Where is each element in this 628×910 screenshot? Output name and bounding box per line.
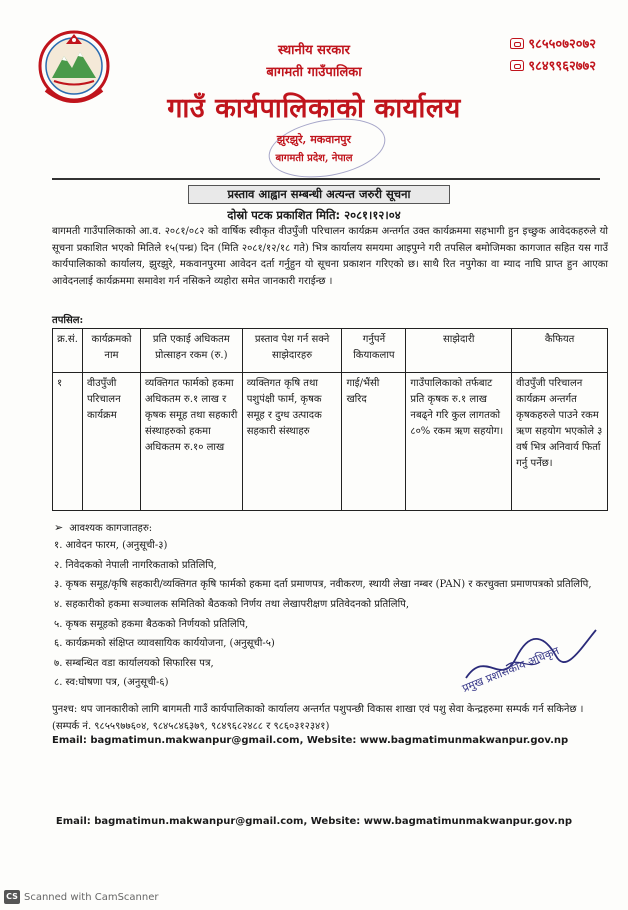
signature-block [456,618,606,698]
table-cell: व्यक्तिगत कृषि तथा पशुपंक्षी फार्म, कृषक समूह र दुग्ध उत्पादक सहकारी संस्थाहरु [242,373,342,511]
telephone-icon [510,38,524,49]
table-cell: वीउपुँजी परिचालन कार्यक्रम [82,373,140,511]
telephone-icon [510,60,524,71]
notice-body: बागमती गाउँपालिकाको आ.व. २०८१/०८२ को वार्षिक स्वीकृत वीउपुँजी परिचालन कार्यक्रम अन्तर्गत उक्त कार्यक्रममा सहभागी हुन इच्छुक आवेदकहरुले यो सूचना प्रकाशित भएको मितिले १५(पन्ध्र) दिन (मिति २०८१/१२/१८ गते) भित्र कार्यालय समयमा आइपुग्ने गरी तपसिल बमोजिमका कागजात सहित यस गाउँ कार्यपालिकाको कार्यालय, झुरझुरे, मकवानपुरमा आवेदन दर्ता गर्नुहुन यो सूचना प्रकाशन गरिएको छ। साथै रित नपुगेका वा म्याद नाघि प्राप्त हुन आएका आवेदनलाई कार्यक्रममा समावेश गर्न नसिकने व्यहोरा समेत जानकारी गराईन्छ । [52,226,608,287]
header-line-local-government: स्थानीय सरकार [278,43,350,58]
signature-title: प्रमुख प्रशासकीय अधिकृत [460,644,561,695]
table-header: गर्नुपर्ने कियाकलाप [342,329,406,373]
office-title: गाउँ कार्यपालिकाको कार्यालय [167,93,461,124]
table-cell: गाउँपालिकाको तर्फबाट प्रति कृषक रु.१ लाख नबढ्ने गरि कुल लागतको ८०% रकम ऋण सहयोग। [406,373,512,511]
list-item: ५. कृषक समूहको हकमा बैठकको निर्णयको प्रतिलिपि, [54,618,249,630]
list-item: ३. कृषक समूह/कृषि सहकारी/व्यक्तिगत कृषि फार्मको हकमा दर्ता प्रमाणपत्र, नवीकरण, स्थायी लेखा नम्बर (PAN) र करचुक्ता प्रमाणपत्रको प्रतिलिपि, [54,579,592,590]
list-item: ७. सम्बन्धित वडा कार्यालयको सिफारिस पत्र, [54,657,214,669]
table-cell: गाई/भैंसी खरिद [342,373,406,511]
notice-banner: प्रस्ताव आह्वान सम्बन्धी अत्यन्त जरुरी सूचना [188,185,450,204]
phone-number-2 [510,56,596,74]
table-cell: वीउपुँजी परिचालन कार्यक्रम अन्तर्गत कृषकहरुले पाउने रकम ऋण सहयोग भएकोले ३ वर्ष भित्र अनिवार्य फिर्ता गर्नु पर्नेछ। [512,373,608,511]
phone-number-1 [510,34,596,52]
table-header: प्रस्ताव पेश गर्न सक्ने साझेदारहरु [242,329,342,373]
list-item: १. आवेदन फारम, (अनुसूची-३) [54,540,168,551]
table-row [53,373,608,511]
camscanner-logo-icon: CS [4,890,20,904]
scanner-text: Scanned with CamScanner [24,891,159,903]
documents-heading-text: आवश्यक कागजातहरु: [69,523,153,534]
header-line-municipality: बागमती गाउँपालिका [266,65,362,80]
table-cell: व्यक्तिगत फार्मको हकमा अधिकतम रु.१ लाख र कृषक समूह तथा सहकारी संस्थाहरुको हकमा अधिकतम रु.१० लाख [140,373,242,511]
schedule-label: तपसिल: [52,315,84,326]
table-header-row [53,329,608,373]
scanner-watermark [4,890,159,904]
email-website-line: Email: bagmatimun.makwanpur@gmail.com, Website: www.bagmatimunmakwanpur.gov.np [52,735,569,746]
header-divider [52,178,600,180]
arrow-bullet-icon: ➢ [54,520,64,534]
office-address: झुरझुरे, मकवानपुर [276,133,352,146]
office-province: बागमती प्रदेश, नेपाल [275,153,353,164]
list-item: ४. सहकारीको हकमा सञ्चालक समितिको बैठकको निर्णय तथा लेखापरीक्षण प्रतिवेदनको प्रतिलिपि, [54,599,410,610]
table-header: प्रति एकाई अधिकतम प्रोत्साहन रकम (रु.) [140,329,242,373]
phone-number-text: ९८५५०७२०७२ [528,37,596,52]
list-item: ८. स्व:घोषणा पत्र, (अनुसूची-६) [54,677,169,688]
contact-note: पुनश्च: थप जानकारीको लागि बागमती गाउँ कार्यपालिकाको कार्यालय अन्तर्गत पशुपन्छी विकास शाखा एवं पशु सेवा केन्द्रहरुमा सम्पर्क गर्न सकिनेछ । (सम्पर्क नं. ९८५५९७७६०४, ९८४५८४६३७९, ९८४९६८२४८८ र ९८६०३१२३४१) [52,704,584,732]
table-header: क्र.सं. [53,329,83,373]
list-item: ६. कार्यक्रमको संक्षिप्त व्यावसायिक कार्ययोजना, (अनुसूची-५) [54,638,275,649]
table-header: साझेदारी [406,329,512,373]
documents-heading [54,520,152,534]
phone-number-text: ९८४९९६२७७२ [528,59,596,74]
table-cell: १ [53,373,83,511]
footer-email-website-line: Email: bagmatimun.makwanpur@gmail.com, Website: www.bagmatimunmakwanpur.gov.np [55,816,573,827]
table-header: कैफियत [512,329,608,373]
published-date: दोस्रो पटक प्रकाशित मिति: २०८१।१२।०४ [227,208,401,222]
list-item: २. निवेदकको नेपाली नागरिकताको प्रतिलिपि, [54,559,217,571]
table-header: कार्यक्रमको नाम [82,329,140,373]
program-table [52,328,608,511]
